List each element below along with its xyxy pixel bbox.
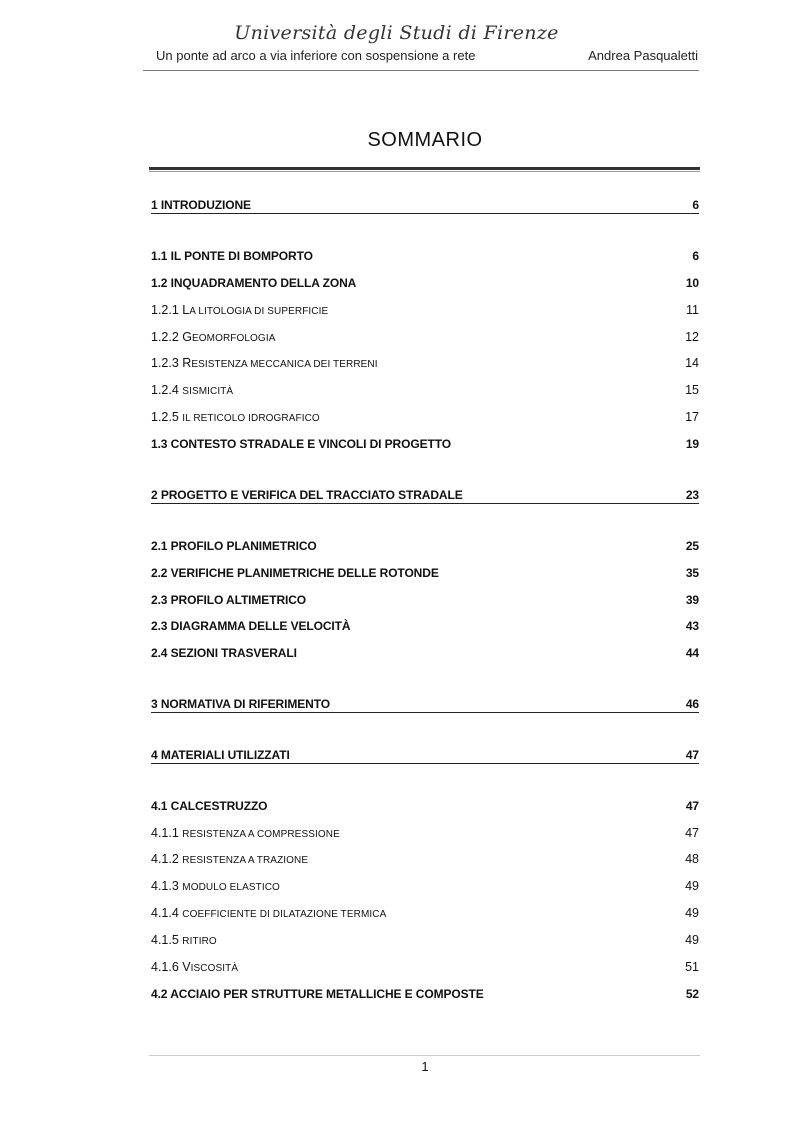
toc-entry-section[interactable]: 1.2 INQUADRAMENTO DELLA ZONA 10	[151, 276, 699, 290]
thesis-title: Un ponte ad arco a via inferiore con sospensione a rete	[156, 48, 476, 63]
toc-entry-section[interactable]: 2.2 VERIFICHE PLANIMETRICHE DELLE ROTONDE 35	[151, 566, 699, 580]
university-name: Università degli Studi di Firenze	[234, 22, 559, 44]
toc-entry-section[interactable]: 1.3 CONTESTO STRADALE E VINCOLI DI PROGETTO 19	[151, 437, 699, 451]
toc-entry-section[interactable]: 2.1 PROFILO PLANIMETRICO 25	[151, 539, 699, 553]
toc-entry-section[interactable]: 4.2 ACCIAIO PER STRUTTURE METALLICHE E COMPOSTE 52	[151, 987, 699, 1001]
footer-divider	[149, 1055, 700, 1056]
toc-entry-subsection[interactable]: 4.1.5 RITIRO 49	[151, 933, 699, 947]
running-header	[148, 48, 698, 63]
toc-entry-subsection[interactable]: 4.1.4 COEFFICIENTE DI DILATAZIONE TERMICA 49	[151, 906, 699, 920]
author-name: Andrea Pasqualetti	[588, 48, 698, 63]
toc-entry-subsection[interactable]: 1.2.1 LA LITOLOGIA DI SUPERFICIE 11	[151, 303, 699, 317]
toc-title: SOMMARIO	[367, 129, 483, 151]
toc-entry-subsection[interactable]: 1.2.5 IL RETICOLO IDROGRAFICO 17	[151, 410, 699, 424]
title-divider	[149, 167, 700, 170]
toc-entry-chapter[interactable]: 1 INTRODUZIONE 6	[151, 198, 699, 212]
toc-entry-chapter[interactable]: 3 NORMATIVA DI RIFERIMENTO 46	[151, 697, 699, 711]
toc-entry-chapter[interactable]: 2 PROGETTO E VERIFICA DEL TRACCIATO STRADALE 23	[151, 488, 699, 502]
toc-entry-subsection[interactable]: 1.2.3 RESISTENZA MECCANICA DEI TERRENI 14	[151, 356, 699, 370]
page-number: 1	[421, 1059, 429, 1074]
header-divider	[143, 70, 699, 71]
toc-entry-subsection[interactable]: 4.1.2 RESISTENZA A TRAZIONE 48	[151, 852, 699, 866]
toc-entry-section[interactable]: 2.4 SEZIONI TRASVERALI 44	[151, 646, 699, 660]
toc-entry-section[interactable]: 2.3 PROFILO ALTIMETRICO 39	[151, 593, 699, 607]
toc-entry-subsection[interactable]: 4.1.6 VISCOSITÀ 51	[151, 960, 699, 974]
toc-entry-section[interactable]: 4.1 CALCESTRUZZO 47	[151, 799, 699, 813]
toc-entry-subsection[interactable]: 1.2.2 GEOMORFOLOGIA 12	[151, 330, 699, 344]
toc-entry-chapter[interactable]: 4 MATERIALI UTILIZZATI 47	[151, 748, 699, 762]
toc-entry-section[interactable]: 1.1 IL PONTE DI BOMPORTO 6	[151, 249, 699, 263]
toc-entry-subsection[interactable]: 1.2.4 SISMICITÀ 15	[151, 383, 699, 397]
title-divider-thin	[149, 171, 700, 172]
toc-entry-subsection[interactable]: 4.1.1 RESISTENZA A COMPRESSIONE 47	[151, 826, 699, 840]
toc-entry-subsection[interactable]: 4.1.3 MODULO ELASTICO 49	[151, 879, 699, 893]
toc-entry-section[interactable]: 2.3 DIAGRAMMA DELLE VELOCITÀ 43	[151, 619, 699, 633]
